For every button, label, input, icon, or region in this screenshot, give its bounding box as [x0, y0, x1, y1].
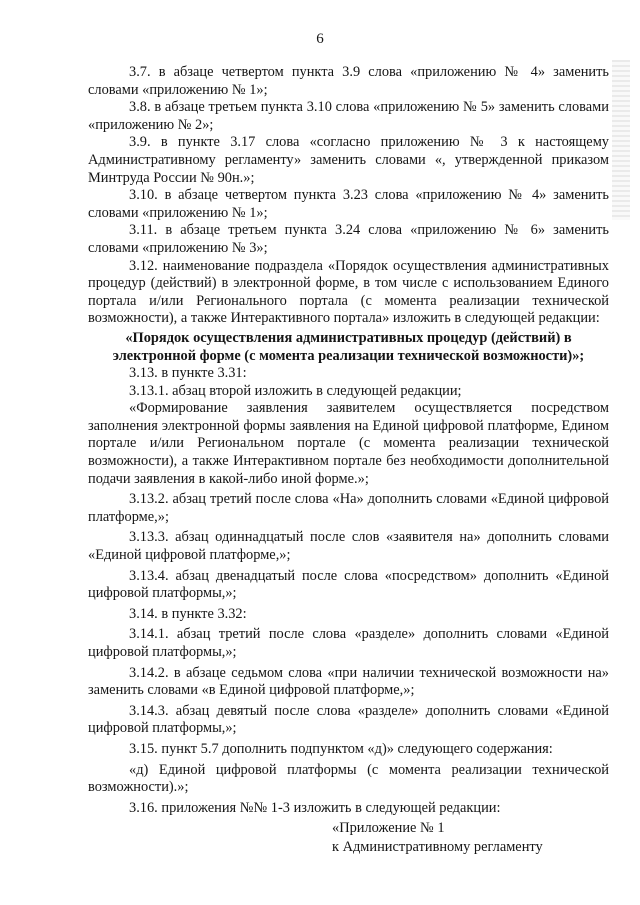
appendix-subtitle: к Административному регламенту	[332, 838, 543, 855]
subpoint-d: «д) Единой цифровой платформы (с момента реализации технической возможности).»;	[88, 761, 609, 796]
margin-stamp	[612, 60, 630, 220]
paragraph-3-10: 3.10. в абзаце четвертом пункта 3.23 слова «приложению № 4» заменить словами «приложению № 1»;	[88, 187, 609, 221]
paragraph-3-13-2: 3.13.2. абзац третий после слова «На» дополнить словами «Единой цифровой платформе,»;	[88, 491, 609, 525]
paragraph-3-14-1: 3.14.1. абзац третий после слова «разделе» дополнить словами «Единой цифровой платформы,»;	[88, 626, 609, 660]
paragraph-3-15: 3.15. пункт 5.7 дополнить подпунктом «д)» следующего содержания:	[129, 740, 553, 757]
paragraph-3-14: 3.14. в пункте 3.32:	[129, 605, 247, 622]
page-number: 6	[316, 31, 324, 47]
paragraph-3-7: 3.7. в абзаце четвертом пункта 3.9 слова «приложению № 4» заменить словами «приложению № 1»;	[88, 64, 609, 98]
paragraph-3-12: 3.12. наименование подраздела «Порядок осуществления административных процедур (действий) в электронной форме, в том числе с использованием Единого портала и/или Регионального портала (с момента реализации технической возможности), а также Интерактивного портала» изложить в следующей редакции:	[88, 257, 609, 327]
paragraph-3-8: 3.8. в абзаце третьем пункта 3.10 слова «приложению № 5» заменить словами «приложению № 2»;	[88, 99, 609, 133]
paragraph-3-14-2: 3.14.2. в абзаце седьмом слова «при наличии технической возможности на» заменить словами «в Единой цифровой платформе,»;	[88, 664, 609, 699]
paragraph-3-13-4: 3.13.4. абзац двенадцатый после слова «посредством» дополнить «Единой цифровой платформы,»;	[88, 567, 609, 602]
appendix-title: «Приложение № 1	[332, 820, 445, 837]
document-body	[88, 64, 609, 857]
paragraph-3-14-3: 3.14.3. абзац девятый после слова «разделе» дополнить словами «Единой цифровой платформы,»;	[88, 702, 609, 737]
paragraph-3-13-1: 3.13.1. абзац второй изложить в следующей редакции;	[129, 382, 462, 399]
paragraph-3-16: 3.16. приложения №№ 1-3 изложить в следующей редакции:	[129, 799, 501, 816]
paragraph-3-13: 3.13. в пункте 3.31:	[129, 365, 247, 382]
paragraph-3-9: 3.9. в пункте 3.17 слова «согласно приложению № 3 к настоящему Административному регламенту» заменить словами «, утвержденной приказом Минтруда России № 90н.»;	[88, 134, 609, 186]
new-subsection-title: «Порядок осуществления административных процедур (действий) в электронной форме (с момента реализации технической возможности)»;	[112, 329, 585, 364]
quoted-paragraph: «Формирование заявления заявителем осуществляется посредством заполнения электронной формы заявления на Единой цифровой платформе, Едином портале и/или Региональном портале (с момента реализации технической возможности), а также Интерактивном портале без необходимости дополнительной подачи заявления в какой-либо иной форме.»;	[88, 400, 609, 487]
paragraph-3-11: 3.11. в абзаце третьем пункта 3.24 слова «приложению № 6» заменить словами «приложению № 3»;	[88, 222, 609, 256]
paragraph-3-13-3: 3.13.3. абзац одиннадцатый после слов «заявителя на» дополнить словами «Единой цифровой платформе,»;	[88, 529, 609, 564]
